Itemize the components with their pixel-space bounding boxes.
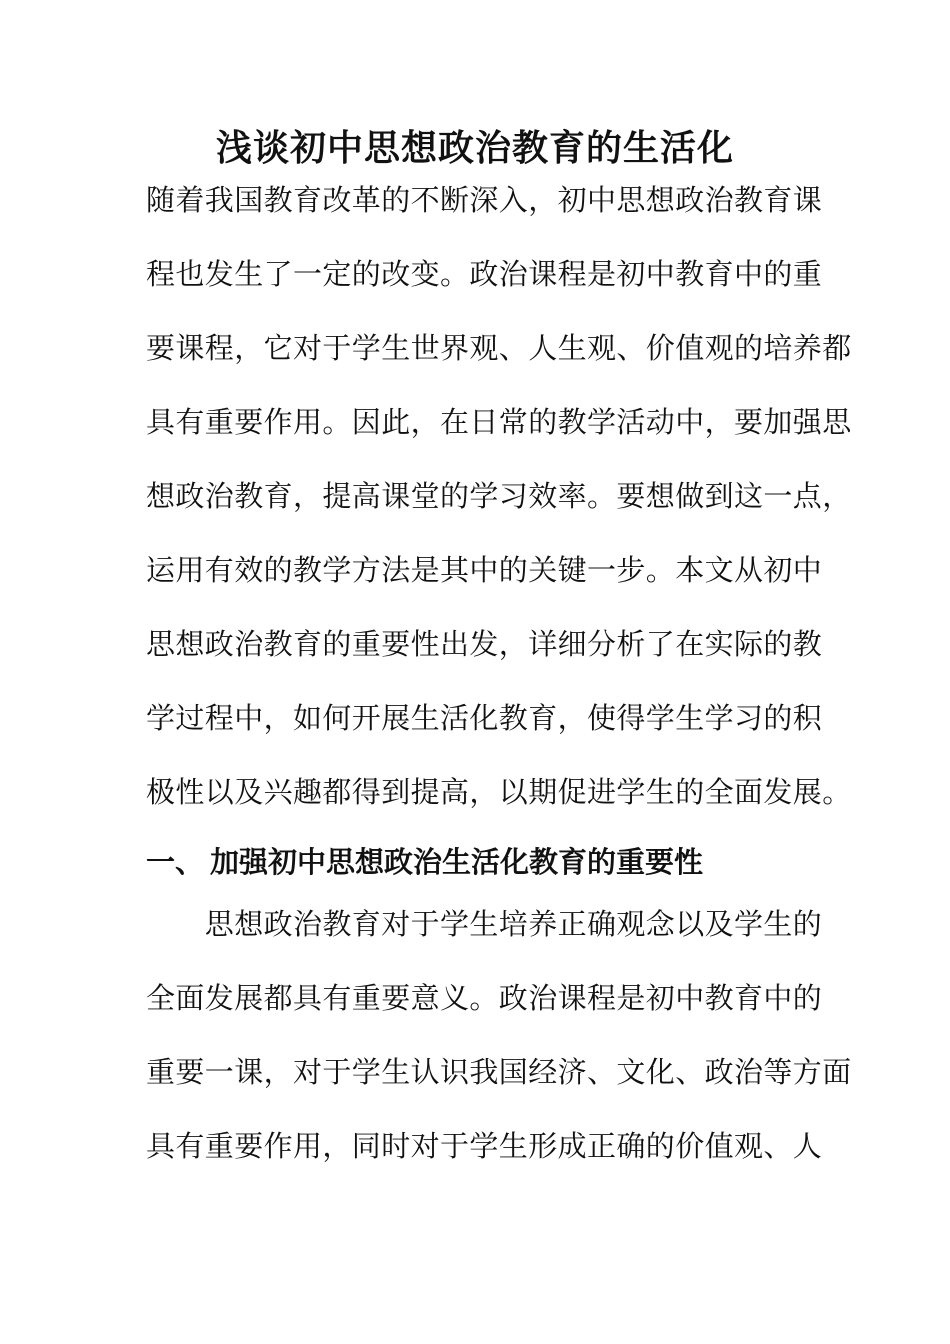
intro-line: 具有重要作用。因此，在日常的教学活动中，要加强思 (146, 405, 852, 439)
section-line: 重要一课，对于学生认识我国经济、文化、政治等方面 (146, 1055, 852, 1089)
section-number: 一、 (146, 845, 205, 879)
intro-line: 学过程中，如何开展生活化教育，使得学生学习的积 (146, 701, 823, 735)
intro-line: 思想政治教育的重要性出发，详细分析了在实际的教 (146, 627, 823, 661)
section-line: 具有重要作用，同时对于学生形成正确的价值观、人 (146, 1129, 823, 1163)
section-line: 全面发展都具有重要意义。政治课程是初中教育中的 (146, 981, 823, 1015)
section-heading-text: 加强初中思想政治生活化教育的重要性 (210, 845, 704, 879)
intro-line: 要课程，它对于学生世界观、人生观、价值观的培养都 (146, 331, 852, 365)
intro-line: 极性以及兴趣都得到提高，以期促进学生的全面发展。 (146, 775, 852, 809)
intro-line: 程也发生了一定的改变。政治课程是初中教育中的重 (146, 257, 823, 291)
intro-line: 想政治教育，提高课堂的学习效率。要想做到这一点， (146, 479, 852, 513)
document-title: 浅谈初中思想政治教育的生活化 (215, 128, 734, 169)
section-line: 思想政治教育对于学生培养正确观念以及学生的 (146, 907, 823, 941)
intro-line: 随着我国教育改革的不断深入，初中思想政治教育课 (146, 183, 823, 217)
section-heading (146, 842, 826, 882)
intro-line: 运用有效的教学方法是其中的关键一步。本文从初中 (146, 553, 823, 587)
